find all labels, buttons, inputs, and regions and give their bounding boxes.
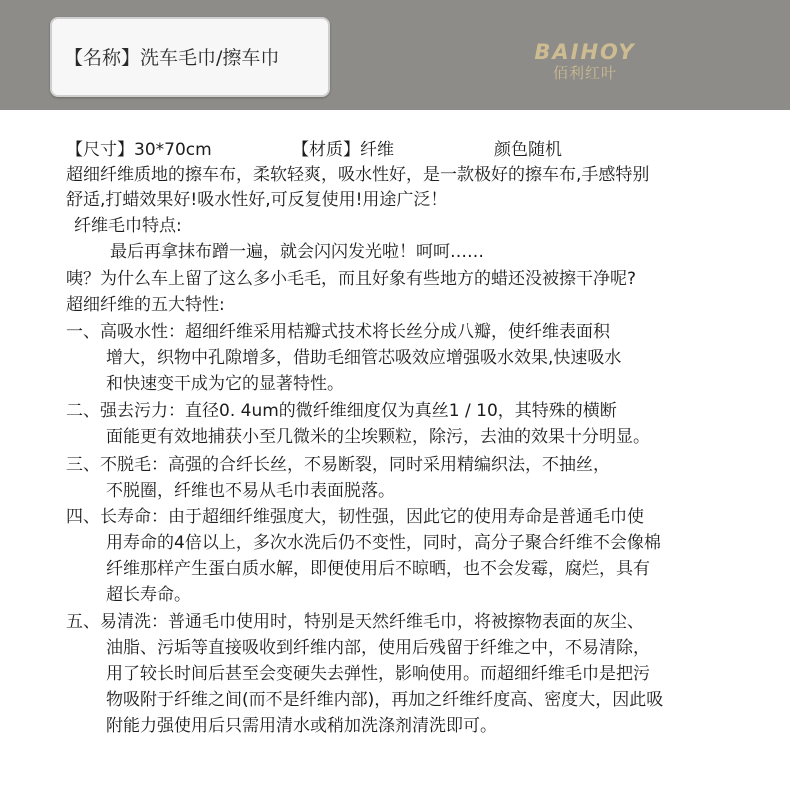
- intro-line: 超细纤维质地的擦车布，柔软轻爽，吸水性好，是一款极好的擦车布,手感特别: [66, 165, 650, 185]
- feature-line: 面能更有效地捕获小至几微米的尘埃颗粒，除污，去油的效果十分明显。: [106, 427, 650, 447]
- feature-line: 纤维那样产生蛋白质水解，即便使用后不晾晒，也不会发霉，腐烂，具有: [106, 559, 650, 579]
- spec-material: 【材质】纤维: [292, 140, 394, 160]
- product-title: 【名称】洗车毛巾/擦车巾: [64, 47, 280, 69]
- feature-line: 不脱圈，纤维也不易从毛巾表面脱落。: [106, 481, 395, 501]
- intro-line: 舒适,打蜡效果好!吸水性好,可反复使用!用途广泛！: [66, 190, 448, 210]
- brand-logo: [520, 40, 650, 86]
- feature-line: 物吸附于纤维之间(而不是纤维内部)，再加之纤维纤度高、密度大，因此吸: [106, 690, 664, 710]
- feature-line: 三、不脱毛：高强的合纤长丝，不易断裂，同时采用精编织法，不抽丝，: [66, 455, 610, 475]
- five-features-heading: 超细纤维的五大特性:: [66, 295, 225, 315]
- title-box: [50, 17, 330, 97]
- feature-line: 一、高吸水性：超细纤维采用桔瓣式技术将长丝分成八瓣，使纤维表面积: [66, 322, 610, 342]
- features-heading: 纤维毛巾特点:: [74, 216, 182, 236]
- logo-subtitle: 佰利红叶: [552, 64, 617, 82]
- feature-line: 四、长寿命：由于超细纤维强度大，韧性强，因此它的使用寿命是普通毛巾使: [66, 507, 644, 527]
- intro-line: 最后再拿抹布蹭一遍，就会闪闪发光啦！呵呵……: [110, 242, 484, 262]
- feature-line: 五、易清洗：普通毛巾使用时，特别是天然纤维毛巾，将被擦物表面的灰尘、: [66, 612, 644, 632]
- spec-color: 颜色随机: [494, 140, 562, 160]
- logo-wordmark: BAIHOY: [534, 40, 636, 64]
- feature-line: 二、强去污力：直径0. 4um的微纤维细度仅为真丝1 / 10，其特殊的横断: [66, 401, 617, 421]
- header-banner: [0, 0, 790, 110]
- feature-line: 增大，织物中孔隙增多，借助毛细管芯吸效应增强吸水效果,快速吸水: [106, 348, 622, 368]
- feature-line: 用寿命的4倍以上，多次水洗后仍不变性，同时，高分子聚合纤维不会像棉: [106, 533, 661, 553]
- spec-size: 【尺寸】30*70cm: [66, 140, 212, 160]
- intro-line: 咦？为什么车上留了这么多小毛毛，而且好象有些地方的蜡还没被擦干净呢?: [66, 269, 637, 289]
- feature-line: 附能力强使用后只需用清水或稍加洗涤剂清洗即可。: [106, 716, 497, 736]
- feature-line: 超长寿命。: [106, 585, 191, 605]
- feature-line: 油脂、污垢等直接吸收到纤维内部，使用后残留于纤维之中，不易清除，: [106, 638, 650, 658]
- feature-line: 用了较长时间后甚至会变硬失去弹性，影响使用。而超细纤维毛巾是把污: [106, 664, 650, 684]
- feature-line: 和快速变干成为它的显著特性。: [106, 374, 344, 394]
